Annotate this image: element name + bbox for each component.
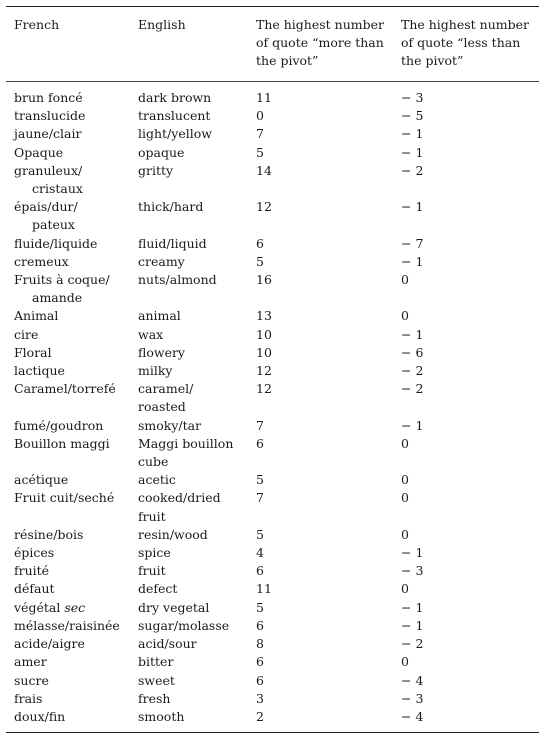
cell-english <box>130 471 248 489</box>
cell-less-count: − 1 <box>401 144 424 160</box>
cell-english <box>130 162 248 198</box>
french-term: fluide/liquide <box>14 235 98 251</box>
cell-french <box>6 526 130 544</box>
cell-more-count: 6 <box>256 654 264 670</box>
cell-less-count: − 2 <box>401 636 424 652</box>
cell-less-count: 0 <box>401 581 409 597</box>
table-row <box>6 672 539 690</box>
cell-more-count: 12 <box>256 381 272 397</box>
french-term: Animal <box>14 308 59 324</box>
cell-english <box>130 617 248 635</box>
cell-french <box>6 580 130 598</box>
cell-more-count: 14 <box>256 162 272 178</box>
cell-less-count: − 5 <box>401 108 424 124</box>
cell-french <box>6 253 130 271</box>
english-term: fruit <box>138 563 166 579</box>
cell-less-count: − 7 <box>401 235 424 251</box>
french-term: cire <box>14 326 39 342</box>
cell-english <box>130 198 248 234</box>
english-term: translucent <box>138 108 211 124</box>
cell-more-count: 4 <box>256 545 264 561</box>
french-term: Bouillon maggi <box>14 435 110 451</box>
french-term: Opaque <box>14 144 64 160</box>
table-row <box>6 617 539 635</box>
english-term: bitter <box>138 654 174 670</box>
french-term: amande <box>32 290 83 306</box>
english-term: nuts/almond <box>138 272 217 288</box>
french-term: brun foncé <box>14 90 83 105</box>
cell-less-count: 0 <box>401 435 409 451</box>
cell-english <box>130 417 248 435</box>
header-more-line: of quote “more than <box>256 35 384 50</box>
header-less-line: The highest number <box>401 17 529 32</box>
french-term: Fruit cuit/seché <box>14 490 115 506</box>
cell-english <box>130 235 248 253</box>
cell-more-count: 7 <box>256 490 264 506</box>
cell-more-count: 6 <box>256 617 264 633</box>
english-term: fruit <box>138 508 166 524</box>
cell-english <box>130 690 248 708</box>
english-term: smoky/tar <box>138 417 202 433</box>
english-term: acetic <box>138 472 176 488</box>
french-term: mélasse/raisinée <box>14 617 120 633</box>
cell-english <box>130 562 248 580</box>
cell-french <box>6 708 130 726</box>
english-term: sugar/molasse <box>138 617 230 633</box>
cell-french <box>6 562 130 580</box>
cell-more-count: 5 <box>256 526 264 542</box>
english-term: thick/hard <box>138 199 204 215</box>
french-term: Fruits à coque/ <box>14 272 110 288</box>
cell-less-count: 0 <box>401 526 409 542</box>
cell-english <box>130 580 248 598</box>
table-row <box>6 489 539 525</box>
cell-more-count: 6 <box>256 435 264 451</box>
cell-more-count: 10 <box>256 326 272 342</box>
cell-less-count: 0 <box>401 272 409 288</box>
english-term: smooth <box>138 708 185 724</box>
table-row <box>6 544 539 562</box>
header-less-line: of quote “less than <box>401 35 521 50</box>
cell-english <box>130 144 248 162</box>
cell-english <box>130 326 248 344</box>
english-term: gritty <box>138 162 174 178</box>
french-term: végétal sec <box>14 599 86 615</box>
cell-less-count: − 1 <box>401 545 424 561</box>
cell-french <box>6 471 130 489</box>
english-term: sweet <box>138 672 175 688</box>
table-row <box>6 380 539 416</box>
french-term: Caramel/torrefé <box>14 381 116 397</box>
cell-french <box>6 635 130 653</box>
french-term: fumé/goudron <box>14 417 104 433</box>
english-term: cube <box>138 454 169 470</box>
cell-french <box>6 89 130 107</box>
french-term: défaut <box>14 581 55 597</box>
cell-more-count: 7 <box>256 417 264 433</box>
cell-english <box>130 253 248 271</box>
cell-more-count: 3 <box>256 690 264 706</box>
cell-more-count: 8 <box>256 636 264 652</box>
french-term: sucre <box>14 672 49 688</box>
table-row <box>6 144 539 162</box>
table-row <box>6 362 539 380</box>
english-term: opaque <box>138 144 185 160</box>
cell-more-count: 5 <box>256 472 264 488</box>
english-term: defect <box>138 581 178 597</box>
english-term: caramel/ <box>138 381 194 397</box>
french-term: épices <box>14 545 55 561</box>
french-term: fruité <box>14 563 50 579</box>
table-row <box>6 653 539 671</box>
cell-more-count: 10 <box>256 344 272 360</box>
cell-more-count: 6 <box>256 235 264 251</box>
english-term: animal <box>138 308 181 324</box>
french-term: lactique <box>14 363 65 379</box>
cell-more-count: 12 <box>256 363 272 379</box>
english-term: acid/sour <box>138 636 197 652</box>
table-row <box>6 235 539 253</box>
french-term: granuleux/ <box>14 162 83 178</box>
french-term: épais/dur/ <box>14 199 78 215</box>
header-less-than-pivot <box>393 16 539 70</box>
cell-more-count: 5 <box>256 599 264 615</box>
cell-english <box>130 89 248 107</box>
cell-less-count: − 1 <box>401 253 424 269</box>
cell-less-count: − 4 <box>401 672 424 688</box>
cell-less-count: − 2 <box>401 363 424 379</box>
cell-french <box>6 435 130 471</box>
header-more-than-pivot <box>248 16 393 70</box>
table-row <box>6 435 539 471</box>
table-body <box>6 82 539 732</box>
cell-less-count: − 3 <box>401 90 424 105</box>
english-term: milky <box>138 363 173 379</box>
french-term: acétique <box>14 472 69 488</box>
cell-french <box>6 380 130 416</box>
cell-less-count: − 3 <box>401 690 424 706</box>
cell-french <box>6 617 130 635</box>
english-term: fresh <box>138 690 171 706</box>
table-row <box>6 580 539 598</box>
french-term: Floral <box>14 344 52 360</box>
french-term: acide/aigre <box>14 636 85 652</box>
table-row <box>6 562 539 580</box>
table-row <box>6 253 539 271</box>
cell-more-count: 7 <box>256 126 264 142</box>
header-more-line: The highest number <box>256 17 384 32</box>
english-term: dark brown <box>138 90 212 105</box>
english-term: fluid/liquid <box>138 235 207 251</box>
french-term: pateux <box>32 217 75 233</box>
cell-more-count: 6 <box>256 672 264 688</box>
table-row <box>6 198 539 234</box>
cell-french <box>6 362 130 380</box>
cell-more-count: 16 <box>256 272 272 288</box>
cell-more-count: 6 <box>256 563 264 579</box>
cell-more-count: 13 <box>256 308 272 324</box>
cell-english <box>130 599 248 617</box>
cell-english <box>130 708 248 726</box>
table-row <box>6 326 539 344</box>
english-term: light/yellow <box>138 126 212 142</box>
cell-french <box>6 344 130 362</box>
cell-less-count: − 1 <box>401 617 424 633</box>
header-more-line: the pivot” <box>256 53 319 68</box>
cell-french <box>6 198 130 234</box>
header-less-line: the pivot” <box>401 53 464 68</box>
table-row <box>6 708 539 726</box>
cell-more-count: 5 <box>256 144 264 160</box>
table-row <box>6 125 539 143</box>
cell-less-count: − 6 <box>401 344 424 360</box>
cell-french <box>6 489 130 525</box>
cell-french <box>6 271 130 307</box>
english-term: Maggi bouillon <box>138 435 234 451</box>
french-term: translucide <box>14 108 86 124</box>
descriptor-table <box>6 6 539 733</box>
english-term: wax <box>138 326 164 342</box>
cell-french <box>6 307 130 325</box>
cell-french <box>6 672 130 690</box>
english-term: spice <box>138 545 171 561</box>
french-term: frais <box>14 690 43 706</box>
header-french: French <box>14 17 60 32</box>
english-term: creamy <box>138 253 185 269</box>
cell-french <box>6 125 130 143</box>
cell-french <box>6 235 130 253</box>
cell-more-count: 5 <box>256 253 264 269</box>
table-row <box>6 89 539 107</box>
cell-less-count: − 4 <box>401 708 424 724</box>
table-row <box>6 417 539 435</box>
table-header <box>6 7 539 81</box>
cell-less-count: 0 <box>401 654 409 670</box>
french-term: résine/bois <box>14 526 84 542</box>
cell-english <box>130 307 248 325</box>
table-row <box>6 107 539 125</box>
cell-english <box>130 544 248 562</box>
header-english: English <box>138 17 186 32</box>
cell-more-count: 2 <box>256 708 264 724</box>
cell-english <box>130 435 248 471</box>
cell-less-count: − 1 <box>401 417 424 433</box>
table-row <box>6 307 539 325</box>
cell-less-count: − 1 <box>401 326 424 342</box>
cell-english <box>130 271 248 307</box>
cell-french <box>6 107 130 125</box>
cell-more-count: 11 <box>256 581 272 597</box>
cell-less-count: 0 <box>401 308 409 324</box>
english-term: dry vegetal <box>138 599 210 615</box>
cell-less-count: 0 <box>401 490 409 506</box>
cell-french <box>6 544 130 562</box>
cell-french <box>6 144 130 162</box>
cell-french <box>6 162 130 198</box>
cell-less-count: − 2 <box>401 162 424 178</box>
cell-more-count: 12 <box>256 199 272 215</box>
cell-english <box>130 125 248 143</box>
english-term: resin/wood <box>138 526 208 542</box>
french-term: doux/fin <box>14 708 66 724</box>
french-term: cremeux <box>14 253 69 269</box>
table-row <box>6 471 539 489</box>
table-row <box>6 635 539 653</box>
cell-english <box>130 489 248 525</box>
table-row <box>6 344 539 362</box>
cell-less-count: − 1 <box>401 599 424 615</box>
cell-english <box>130 672 248 690</box>
table-row <box>6 690 539 708</box>
cell-english <box>130 362 248 380</box>
cell-french <box>6 690 130 708</box>
cell-less-count: − 3 <box>401 563 424 579</box>
cell-french <box>6 326 130 344</box>
english-term: cooked/dried <box>138 490 221 506</box>
cell-more-count: 0 <box>256 108 264 124</box>
french-term: cristaux <box>32 181 83 197</box>
cell-english <box>130 344 248 362</box>
table-row <box>6 271 539 307</box>
french-term: jaune/clair <box>14 126 82 142</box>
cell-more-count: 11 <box>256 90 272 105</box>
cell-less-count: − 1 <box>401 126 424 142</box>
cell-english <box>130 653 248 671</box>
table-bottom-rule <box>6 732 539 733</box>
french-term: amer <box>14 654 47 670</box>
english-term: roasted <box>138 399 186 415</box>
cell-french <box>6 653 130 671</box>
cell-french <box>6 417 130 435</box>
cell-less-count: − 1 <box>401 199 424 215</box>
cell-english <box>130 107 248 125</box>
cell-less-count: − 2 <box>401 381 424 397</box>
english-term: flowery <box>138 344 185 360</box>
cell-english <box>130 635 248 653</box>
table-row <box>6 599 539 617</box>
cell-english <box>130 380 248 416</box>
cell-french <box>6 599 130 617</box>
cell-less-count: 0 <box>401 472 409 488</box>
table-row <box>6 162 539 198</box>
table-row <box>6 526 539 544</box>
cell-english <box>130 526 248 544</box>
